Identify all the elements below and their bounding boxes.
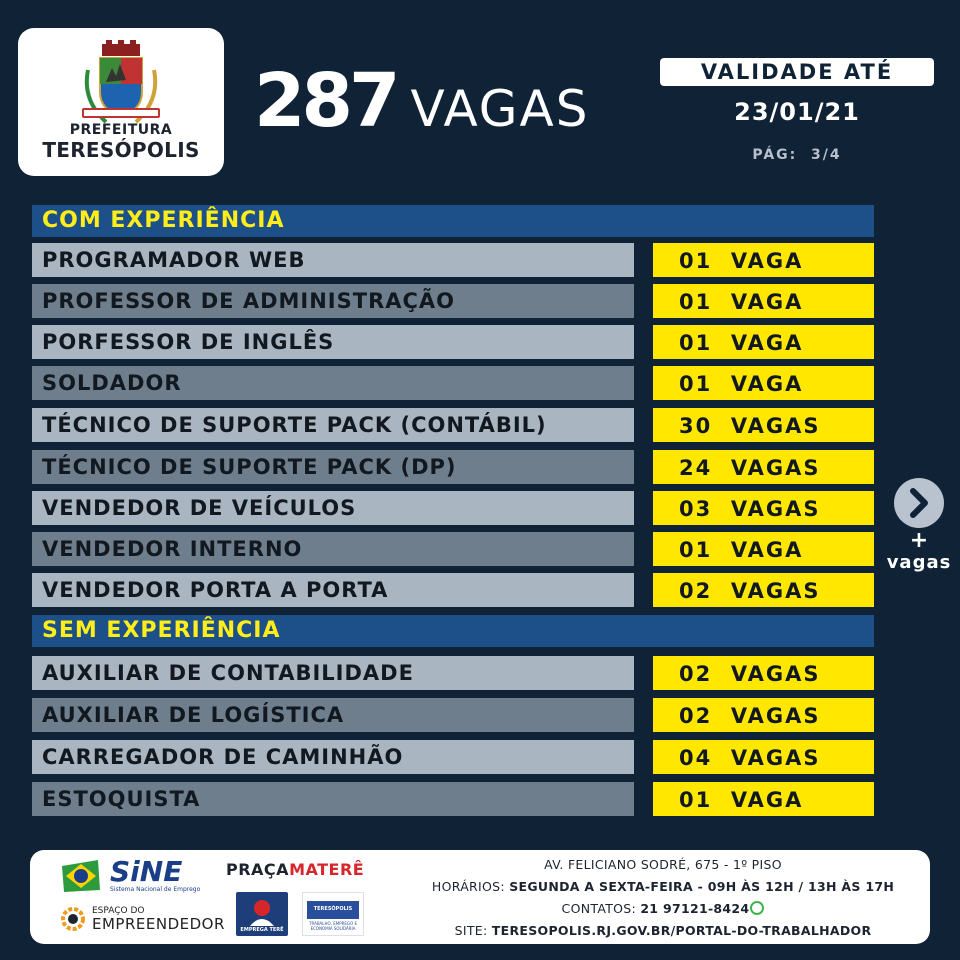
section-header-sem-experiencia: SEM EXPERIÊNCIA xyxy=(32,615,874,647)
job-title: PORFESSOR DE INGLÊS xyxy=(32,325,634,359)
contacts-label: CONTATOS: xyxy=(561,901,637,916)
vaga-count: 01 VAGA xyxy=(653,782,874,816)
vaga-count: 02 VAGAS xyxy=(653,698,874,732)
footer xyxy=(30,850,930,944)
vaga-count: 02 VAGAS xyxy=(653,573,874,607)
vaga-count: 01 VAGA xyxy=(653,366,874,400)
sine-subtitle: Sistema Nacional de Emprego xyxy=(110,886,201,893)
logo-line-prefeitura: PREFEITURA xyxy=(69,122,173,138)
next-page-button[interactable] xyxy=(894,478,944,528)
contacts xyxy=(410,898,916,920)
vaga-count: 04 VAGAS xyxy=(653,740,874,774)
chevron-right-icon xyxy=(906,488,932,518)
table-row xyxy=(32,491,874,525)
site-label: SITE: xyxy=(454,923,488,938)
site xyxy=(410,920,916,942)
empreendedor-line1: ESPAÇO DO xyxy=(92,906,145,916)
contact-info xyxy=(410,854,916,942)
secretaria-badge xyxy=(302,892,364,936)
job-title: AUXILIAR DE LOGÍSTICA xyxy=(32,698,634,732)
sine-title: SiNE xyxy=(110,855,183,888)
secretaria-badge-label: TRABALHO, EMPREGO E ECONOMIA SOLIDÁRIA xyxy=(309,921,357,931)
job-title: PROGRAMADOR WEB xyxy=(32,243,634,277)
table-row xyxy=(32,243,874,277)
table-row xyxy=(32,284,874,318)
job-title: CARREGADOR DE CAMINHÃO xyxy=(32,740,634,774)
praca-text: PRAÇA xyxy=(226,860,290,879)
vaga-count: 01 VAGA xyxy=(653,284,874,318)
coat-of-arms-icon xyxy=(76,40,166,130)
job-title: VENDEDOR INTERNO xyxy=(32,532,634,566)
total-vagas-number: 287 xyxy=(254,58,397,144)
job-title: SOLDADOR xyxy=(32,366,634,400)
praca-accent-text: MATERÊ xyxy=(289,860,365,879)
job-title: PROFESSOR DE ADMINISTRAÇÃO xyxy=(32,284,634,318)
job-title: ESTOQUISTA xyxy=(32,782,634,816)
vaga-count: 03 VAGAS xyxy=(653,491,874,525)
vaga-count: 01 VAGA xyxy=(653,532,874,566)
table-row xyxy=(32,450,874,484)
table-row xyxy=(32,782,874,816)
vaga-count: 01 VAGA xyxy=(653,325,874,359)
people-icon xyxy=(236,896,288,928)
table-row xyxy=(32,740,874,774)
brazil-flag-icon xyxy=(58,856,104,896)
section-header-com-experiencia: COM EXPERIÊNCIA xyxy=(32,205,874,237)
contacts-value: 21 97121-8424 xyxy=(640,901,750,916)
sine-logo xyxy=(58,856,200,896)
job-title: VENDEDOR PORTA A PORTA xyxy=(32,573,634,607)
whatsapp-icon xyxy=(750,901,764,915)
job-title: VENDEDOR DE VEÍCULOS xyxy=(32,491,634,525)
table-row xyxy=(32,573,874,607)
more-vagas-label[interactable]: vagas xyxy=(886,552,952,573)
job-title: AUXILIAR DE CONTABILIDADE xyxy=(32,656,634,690)
hours xyxy=(410,876,916,898)
gear-bulb-icon xyxy=(60,906,86,932)
site-link[interactable]: TERESOPOLIS.RJ.GOV.BR/PORTAL-DO-TRABALHADOR xyxy=(491,923,872,938)
vaga-count: 24 VAGAS xyxy=(653,450,874,484)
hours-value: SEGUNDA A SEXTA-FEIRA - 09H ÀS 12H / 13H ÀS 17H xyxy=(509,879,895,894)
validity-date: 23/01/21 xyxy=(734,98,860,126)
table-row xyxy=(32,325,874,359)
table-row xyxy=(32,408,874,442)
more-plus: + xyxy=(909,528,929,553)
headline xyxy=(254,58,590,144)
empreendedor-line2: EMPREENDEDOR xyxy=(92,915,225,933)
page-label: PÁG: xyxy=(752,147,798,163)
job-title: TÉCNICO DE SUPORTE PACK (CONTÁBIL) xyxy=(32,408,634,442)
secretaria-badge-name: TERESÓPOLIS xyxy=(313,906,353,912)
vaga-count: 01 VAGA xyxy=(653,243,874,277)
page-value: 3/4 xyxy=(811,147,842,163)
page-indicator xyxy=(660,147,934,163)
vaga-count: 30 VAGAS xyxy=(653,408,874,442)
table-row xyxy=(32,698,874,732)
address: AV. FELICIANO SODRÉ, 675 - 1º PISO xyxy=(544,857,782,872)
empreendedor-logo xyxy=(60,906,225,932)
table-row xyxy=(32,532,874,566)
validity-label: VALIDADE ATÉ xyxy=(660,58,934,86)
job-title: TÉCNICO DE SUPORTE PACK (DP) xyxy=(32,450,634,484)
vaga-count: 02 VAGAS xyxy=(653,656,874,690)
table-row xyxy=(32,656,874,690)
emprega-tere-label: EMPREGA TERÊ xyxy=(240,927,284,933)
hours-label: HORÁRIOS: xyxy=(431,879,505,894)
table-row xyxy=(32,366,874,400)
praca-matere-logo xyxy=(226,860,364,879)
total-vagas-word: VAGAS xyxy=(410,80,590,138)
logo-line-teresopolis: TERESÓPOLIS xyxy=(42,138,200,162)
prefeitura-logo xyxy=(18,28,224,176)
emprega-tere-badge xyxy=(236,892,288,936)
